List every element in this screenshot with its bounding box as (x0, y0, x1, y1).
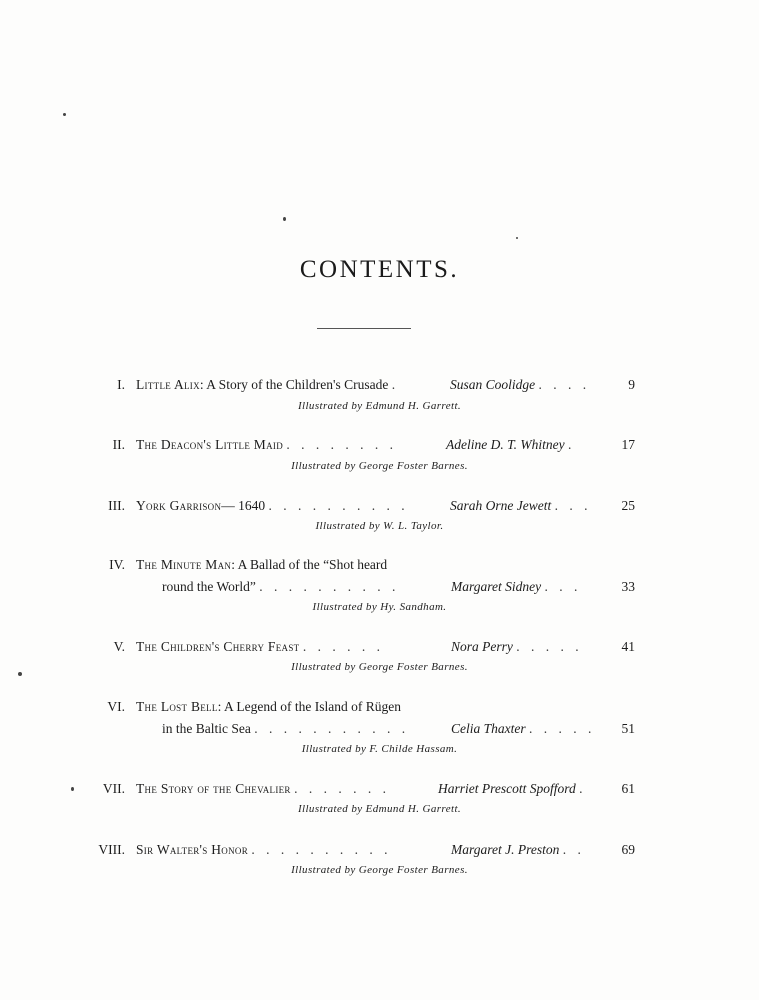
toc-entry-6-continued (0, 718, 759, 740)
paper-speck (516, 237, 518, 239)
entry-page: 17 (621, 437, 635, 452)
toc-entry-2 (0, 434, 759, 456)
entry-illustrator: Illustrated by George Foster Barnes. (291, 661, 468, 673)
paper-speck (18, 672, 22, 676)
entry-page: 33 (621, 579, 635, 594)
entry-title-continued: in the Baltic Sea . . . . . . . . . . . (162, 721, 410, 736)
entry-number: II. (112, 437, 125, 452)
entry-author: Margaret J. Preston . . (451, 842, 585, 857)
entry-author: Nora Perry . . . . . (451, 639, 583, 654)
entry-author: Sarah Orne Jewett . . . (450, 498, 592, 513)
entry-illustrator: Illustrated by F. Childe Hassam. (301, 743, 458, 755)
entry-number: V. (113, 639, 125, 654)
entry-page: 51 (621, 721, 635, 736)
entry-illustrator: Illustrated by Edmund H. Garrett. (297, 400, 462, 412)
entry-number: III. (108, 498, 125, 513)
entry-author: Susan Coolidge . . . . (450, 377, 591, 392)
toc-entry-7 (0, 778, 759, 800)
toc-entry-1 (0, 374, 759, 396)
entry-title: The Lost Bell: A Legend of the Island of Rügen (136, 699, 401, 714)
entry-illustrator: Illustrated by George Foster Barnes. (291, 864, 468, 876)
entry-title: The Children's Cherry Feast . . . . . . (136, 639, 384, 654)
toc-entry-4-continued (0, 576, 759, 598)
entry-author: Celia Thaxter . . . . . (451, 721, 596, 736)
entry-title: The Story of the Chevalier . . . . . . . (136, 781, 390, 796)
entry-title: The Deacon's Little Maid . . . . . . . . (136, 437, 397, 452)
entry-illustrator: Illustrated by Hy. Sandham. (312, 601, 447, 613)
entry-author: Margaret Sidney . . . (451, 579, 582, 594)
paper-speck (63, 113, 66, 116)
entry-author: Harriet Prescott Spofford . (438, 781, 587, 796)
entry-title: Little Alix: A Story of the Children's Crusade . (136, 377, 400, 392)
entry-author: Adeline D. T. Whitney . (446, 437, 576, 452)
title-rule (317, 328, 411, 329)
paper-speck (71, 787, 74, 791)
entry-number: VIII. (98, 842, 125, 857)
entry-number: VI. (107, 699, 125, 714)
entry-title-continued: round the World” . . . . . . . . . . (162, 579, 400, 594)
entry-title: Sir Walter's Honor . . . . . . . . . . (136, 842, 392, 857)
entry-number: IV. (109, 557, 125, 572)
entry-title: The Minute Man: A Ballad of the “Shot heard (136, 557, 388, 572)
entry-page: 9 (628, 377, 635, 392)
toc-entry-5 (0, 636, 759, 658)
toc-entry-6 (0, 696, 759, 718)
toc-entry-4 (0, 554, 759, 576)
entry-page: 69 (621, 842, 635, 857)
page-title: CONTENTS. (299, 256, 460, 283)
entry-illustrator: Illustrated by W. L. Taylor. (315, 520, 444, 532)
paper-speck (283, 217, 286, 221)
entry-illustrator: Illustrated by George Foster Barnes. (291, 460, 468, 472)
entry-number: VII. (102, 781, 125, 796)
entry-title: York Garrison— 1640 . . . . . . . . . . (136, 498, 409, 513)
entry-illustrator: Illustrated by Edmund H. Garrett. (297, 803, 462, 815)
toc-entry-3 (0, 495, 759, 517)
entry-number: I. (117, 377, 125, 392)
entry-page: 25 (621, 498, 635, 513)
entry-page: 61 (621, 781, 635, 796)
entry-page: 41 (621, 639, 635, 654)
toc-entry-8 (0, 839, 759, 861)
